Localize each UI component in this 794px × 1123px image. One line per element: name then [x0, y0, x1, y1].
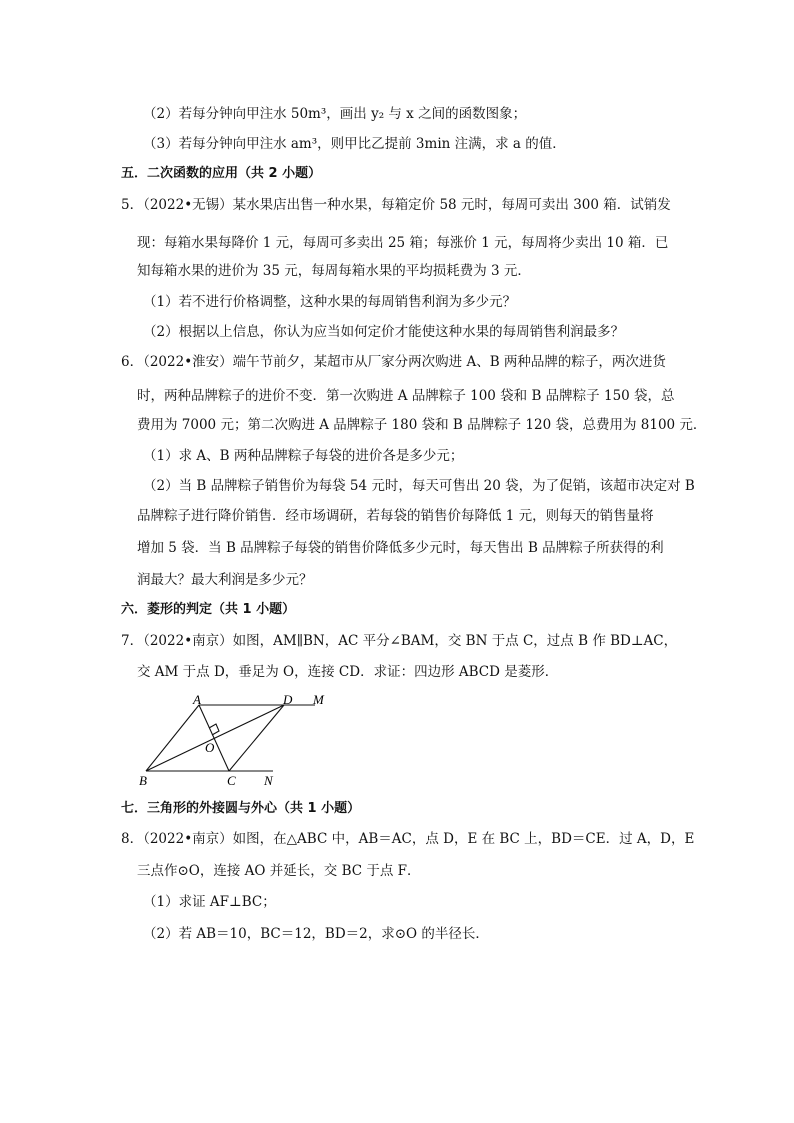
q5-line3: 知每箱水果的进价为 35 元，每周每箱水果的平均损耗费为 3 元． [137, 263, 531, 279]
q6-part2-line4: 润最大？最大利润是多少元？ [137, 572, 313, 588]
label-o: O [205, 740, 215, 755]
q8-part1: （1）求证 AF⊥BC； [143, 894, 276, 910]
q6-part2-line2: 品牌粽子进行降价销售．经市场调研，若每袋的销售价每降低 1 元，则每天的销售量将 [137, 508, 654, 524]
section-heading-7: 七．三角形的外接圆与外心（共 1 小题） [121, 801, 361, 816]
q5-part2: （2）根据以上信息，你认为应当如何定价才能使这种水果的每周销售利润最多？ [143, 324, 625, 340]
diagonal-ac [199, 705, 229, 771]
right-angle-mark [209, 724, 219, 735]
section-heading-6: 六．菱形的判定（共 1 小题） [121, 602, 296, 617]
q6-line3: 费用为 7000 元；第二次购进 A 品牌粽子 180 袋和 B 品牌粽子 120 袋，总费用为 8100 元． [137, 417, 707, 433]
label-m: M [313, 692, 324, 707]
q6-line2: 时，两种品牌粽子的进价不变．第一次购进 A 品牌粽子 100 袋和 B 品牌粽子 150 袋，总 [137, 388, 675, 404]
q5-line2: 现：每箱水果每降价 1 元，每周可多卖出 25 箱；每涨价 1 元，每周将少卖出 10 箱．已 [137, 235, 669, 251]
q5-line1: 5．（2022•无锡）某水果店出售一种水果，每箱定价 58 元时，每周可卖出 300 箱．试销发 [121, 197, 671, 213]
label-d: D [283, 692, 293, 707]
q5-part1: （1）若不进行价格调整，这种水果的每周销售利润为多少元？ [143, 294, 517, 310]
label-c: C [227, 773, 236, 788]
label-a: A [193, 692, 201, 707]
q6-part1: （1）求 A、B 两种品牌粽子每袋的进价各是多少元； [143, 448, 464, 464]
diagonal-bd [146, 705, 284, 771]
section-heading-5: 五．二次函数的应用（共 2 小题） [121, 166, 322, 181]
q8-line2: 三点作⊙O，连接 AO 并延长，交 BC 于点 F． [137, 863, 421, 879]
q6-part2-line1: （2）当 B 品牌粽子销售价为每袋 54 元时，每天可售出 20 袋，为了促销，该超市决定对 B [143, 478, 695, 494]
label-b: B [139, 773, 147, 788]
q7-line2: 交 AM 于点 D，垂足为 O，连接 CD．求证：四边形 ABCD 是菱形． [137, 664, 559, 680]
q8-line1: 8．（2022•南京）如图，在△ABC 中，AB＝AC，点 D，E 在 BC 上，BD＝CE．过 A，D，E [121, 831, 695, 847]
q6-part2-line3: 增加 5 袋．当 B 品牌粽子每袋的销售价降低多少元时，每天售出 B 品牌粽子所获得的利 [137, 540, 664, 556]
segment-ab [146, 705, 199, 771]
q7-line1: 7．（2022•南京）如图，AM∥BN，AC 平分∠BAM，交 BN 于点 C，过点 B 作 BD⊥AC， [121, 633, 678, 649]
label-n: N [264, 773, 273, 788]
q8-part2: （2）若 AB＝10，BC＝12，BD＝2，求⊙O 的半径长． [143, 926, 489, 942]
segment-dc [229, 705, 284, 771]
q6-line1: 6．（2022•淮安）端午节前夕，某超市从厂家分两次购进 A、B 两种品牌的粽子，两次进货 [121, 354, 666, 370]
q4-part2: （2）若每分钟向甲注水 50m³，画出 y₂ 与 x 之间的函数图象； [143, 106, 527, 122]
q4-part3: （3）若每分钟向甲注水 am³，则甲比乙提前 3min 注满，求 a 的值． [143, 136, 566, 152]
